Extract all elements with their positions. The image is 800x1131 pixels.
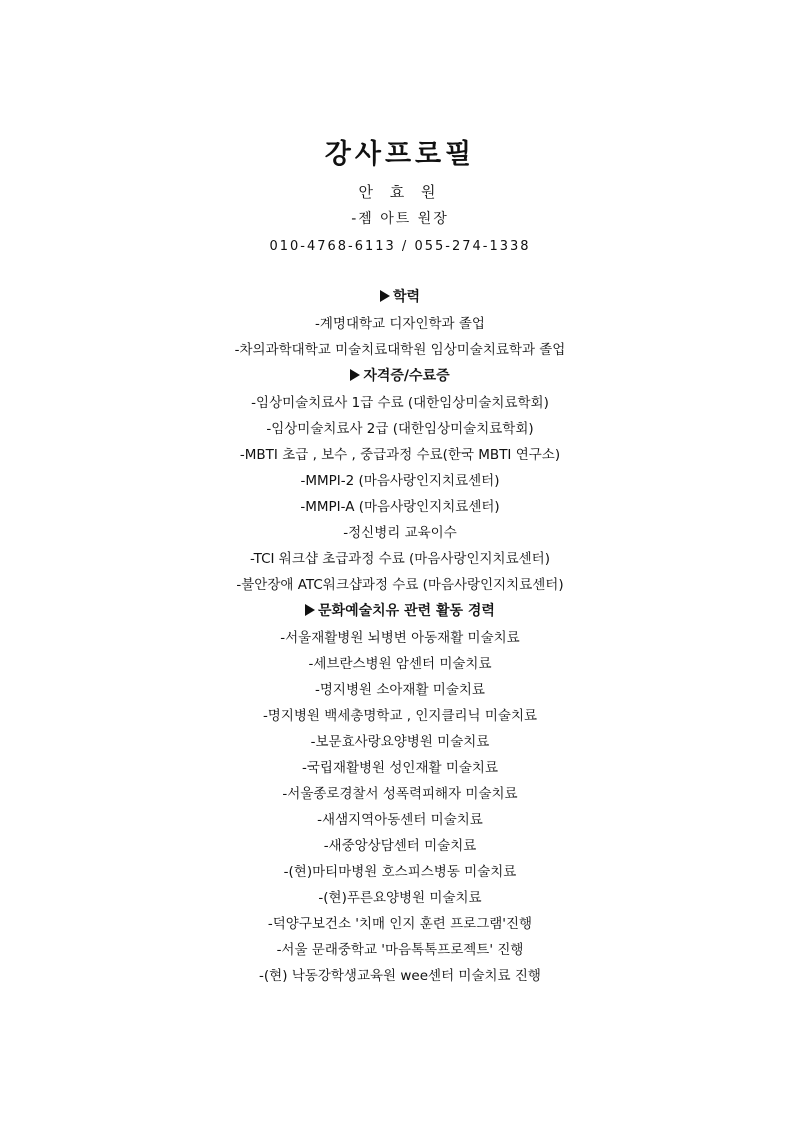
list-item: -불안장애 ATC워크샵과정 수료 (마음사랑인지치료센터) [236, 577, 564, 593]
list-item: -서울 문래중학교 '마음톡톡프로젝트' 진행 [276, 942, 524, 958]
list-item: -서울재활병원 뇌병변 아동재활 미술치료 [280, 630, 520, 646]
list-item: -새중앙상담센터 미술치료 [323, 838, 477, 854]
list-item: -보문효사랑요양병원 미술치료 [310, 734, 490, 750]
list-item: -MMPI-A (마음사랑인지치료센터) [300, 499, 500, 515]
section-heading-certificates [0, 367, 800, 385]
list-item: -임상미술치료사 2급 (대한임상미술치료학회) [266, 421, 534, 437]
section-heading-education [0, 288, 800, 306]
page-title: 강사프로필 [324, 139, 476, 170]
list-item: -세브란스병원 암센터 미술치료 [308, 656, 492, 672]
triangle-bullet-icon [350, 369, 360, 381]
list-item: -명지병원 소아재활 미술치료 [315, 682, 485, 698]
instructor-name: 안 효 원 [358, 183, 442, 201]
list-item: -덕양구보건소 '치매 인지 훈련 프로그램'진행 [267, 916, 533, 932]
list-item: -국립재활병원 성인재활 미술치료 [301, 760, 499, 776]
list-item: -계명대학교 디자인학과 졸업 [315, 316, 485, 332]
list-item: -(현)마티마병원 호스피스병동 미술치료 [283, 864, 517, 880]
section-heading-activities [0, 602, 800, 620]
list-item: -(현) 낙동강학생교육원 wee센터 미술치료 진행 [259, 968, 541, 984]
section-heading-label: 자격증/수료증 [363, 368, 450, 384]
list-item: -임상미술치료사 1급 수료 (대한임상미술치료학회) [251, 395, 549, 411]
instructor-phone: 010-4768-6113 / 055-274-1338 [269, 239, 531, 254]
section-heading-label: 학력 [392, 289, 421, 305]
triangle-bullet-icon [380, 290, 390, 302]
list-item: -MMPI-2 (마음사랑인지치료센터) [300, 473, 500, 489]
list-item: -정신병리 교육이수 [343, 525, 457, 541]
list-item: -새샘지역아동센터 미술치료 [317, 812, 483, 828]
list-item: -명지병원 백세총명학교 , 인지클리닉 미술치료 [262, 708, 538, 724]
triangle-bullet-icon [305, 604, 315, 616]
list-item: -TCI 워크샵 초급과정 수료 (마음사랑인지치료센터) [250, 551, 550, 567]
list-item: -(현)푸른요양병원 미술치료 [318, 890, 482, 906]
section-heading-label: 문화예술치유 관련 활동 경력 [318, 603, 495, 619]
list-item: -MBTI 초급 , 보수 , 중급과정 수료(한국 MBTI 연구소) [239, 447, 561, 463]
list-item: -서울종로경찰서 성폭력피해자 미술치료 [282, 786, 518, 802]
instructor-role: -젬 아트 원장 [351, 211, 449, 227]
list-item: -차의과학대학교 미술치료대학원 임상미술치료학과 졸업 [234, 342, 566, 358]
